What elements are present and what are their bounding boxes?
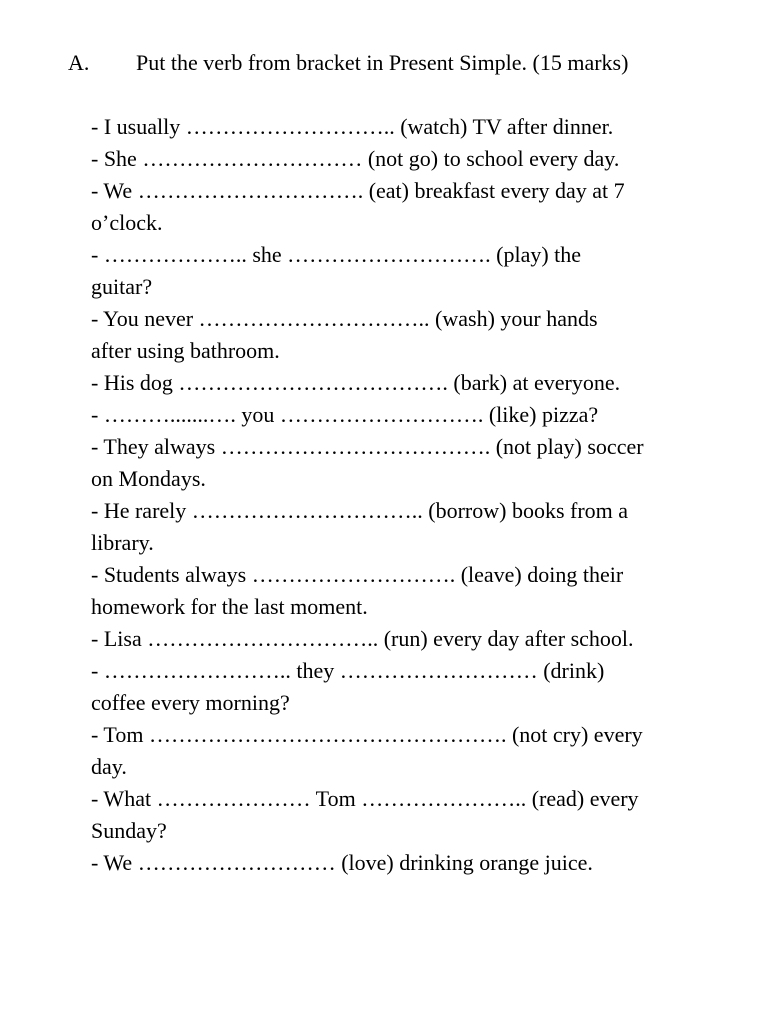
exercise-item (91, 623, 731, 655)
exercise-list (91, 111, 731, 879)
exercise-text-continued: coffee every morning? (91, 690, 290, 715)
exercise-item (91, 495, 731, 559)
exercise-text-continued: day. (91, 754, 127, 779)
exercise-item (91, 143, 731, 175)
exercise-text: - I usually ……………………….. (watch) TV after dinner. (91, 114, 614, 139)
exercise-text: - His dog ………………………………. (bark) at everyone. (91, 370, 621, 395)
exercise-item (91, 303, 731, 367)
exercise-item (91, 559, 731, 623)
exercise-text: - What ………………… Tom ………………….. (read) every (91, 786, 639, 811)
exercise-text: - They always ………………………………. (not play) soccer (91, 434, 644, 459)
exercise-item (91, 111, 731, 143)
exercise-item (91, 175, 731, 239)
exercise-text-continued: library. (91, 530, 154, 555)
exercise-text-continued: o’clock. (91, 210, 163, 235)
exercise-text: - We ……………………… (love) drinking orange juice. (91, 850, 593, 875)
exercise-item (91, 367, 731, 399)
exercise-text: - Tom …………………………………………. (not cry) every (91, 722, 643, 747)
section-instruction: Put the verb from bracket in Present Simple. (15 marks) (136, 50, 629, 75)
exercise-text-continued: guitar? (91, 274, 153, 299)
exercise-text-continued: after using bathroom. (91, 338, 280, 363)
section-heading (68, 47, 628, 79)
exercise-item (91, 431, 731, 495)
exercise-item (91, 847, 731, 879)
exercise-text: - ……….......…. you ………………………. (like) pizza? (91, 402, 599, 427)
exercise-text: - Lisa ………………………….. (run) every day after school. (91, 626, 634, 651)
section-letter: A. (68, 50, 90, 75)
exercise-item (91, 719, 731, 783)
exercise-text: - He rarely ………………………….. (borrow) books from a (91, 498, 629, 523)
exercise-item (91, 399, 731, 431)
exercise-text: - ……………….. she ………………………. (play) the (91, 242, 582, 267)
exercise-text: - She ………………………… (not go) to school every day. (91, 146, 620, 171)
exercise-item (91, 783, 731, 847)
exercise-item (91, 239, 731, 303)
exercise-item (91, 655, 731, 719)
exercise-text: - You never ………………………….. (wash) your hands (91, 306, 598, 331)
exercise-text: - …………………….. they ……………………… (drink) (91, 658, 605, 683)
exercise-text-continued: on Mondays. (91, 466, 206, 491)
exercise-text-continued: homework for the last moment. (91, 594, 368, 619)
exercise-text-continued: Sunday? (91, 818, 167, 843)
exercise-text: - Students always ………………………. (leave) doing their (91, 562, 624, 587)
exercise-text: - We …………………………. (eat) breakfast every day at 7 (91, 178, 625, 203)
